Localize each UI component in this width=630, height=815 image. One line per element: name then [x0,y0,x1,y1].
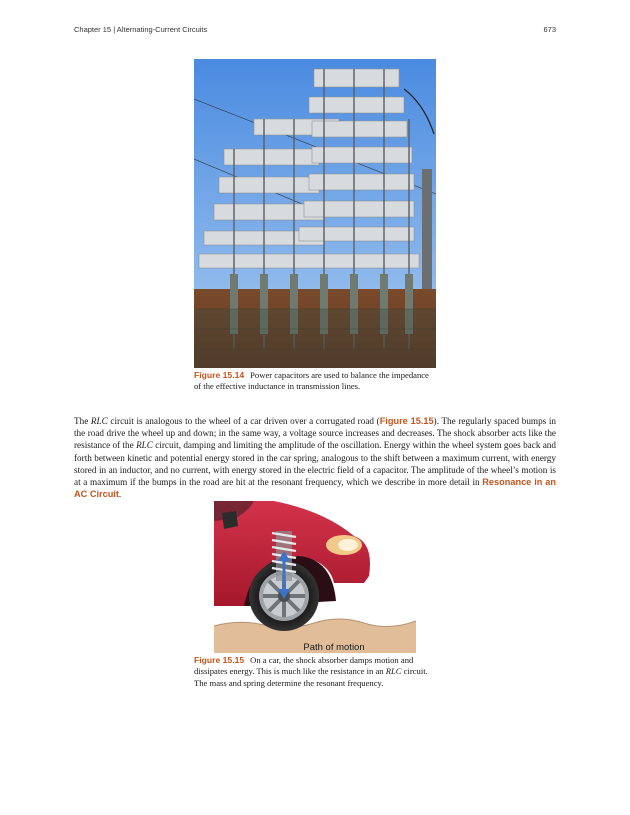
text: ). The regularly spaced bumps in the road drive the wheel up and down; in the same way, a voltage source increases and decreases. The shock absorber acts like the resistance of the [74,416,557,451]
resonance-section-link[interactable]: Resonance in an AC Circuit [74,477,557,500]
figure-label: Figure 15.14 [194,370,245,380]
figure-label: Figure 15.15 [194,655,245,665]
figure-15-14-caption [194,370,430,393]
caption-text: Power capacitors are used to balance the impedance of the effective inductance in transmission lines. [194,370,429,392]
rlc-term: RLC [90,416,108,426]
figure-15-15-link[interactable]: Figure 15.15 [379,416,434,426]
car-wheel-illustration [214,501,416,653]
power-capacitors-photo [194,59,436,368]
body-paragraph [74,415,556,500]
text: The [74,416,91,426]
text: circuit, damping and limiting the amplitude of the oscillation. Energy within the wheel system goes back and forth between kinetic and potential energy stored in the car spring, analogous to the shift between a maximum current, with energy stored in an inductor, and no current, with energy stored in the electric field of a capacitor. The amplitude of the wheel’s motion is at a maximum if the bumps in the road are hit at the resonant frequency, which we describe in more detail in [74,440,556,488]
text: . [118,489,122,500]
figure-15-15-caption [194,655,438,689]
path-of-motion-label: Path of motion [303,642,365,653]
caption-text: circuit. The mass and spring determine the resonant frequency. [194,666,428,688]
chapter-title: Chapter 15 | Alternating-Current Circuits [74,25,208,34]
caption-text: On a car, the shock absorber damps motion and dissipates energy. This is much like the resistance in an [194,655,414,677]
page-number: 673 [543,25,556,34]
rlc-term: RLC [385,666,402,677]
page-header [74,25,556,34]
rlc-term: RLC [136,440,153,451]
text: circuit is analogous to the wheel of a car driven over a corrugated road ( [107,416,380,426]
